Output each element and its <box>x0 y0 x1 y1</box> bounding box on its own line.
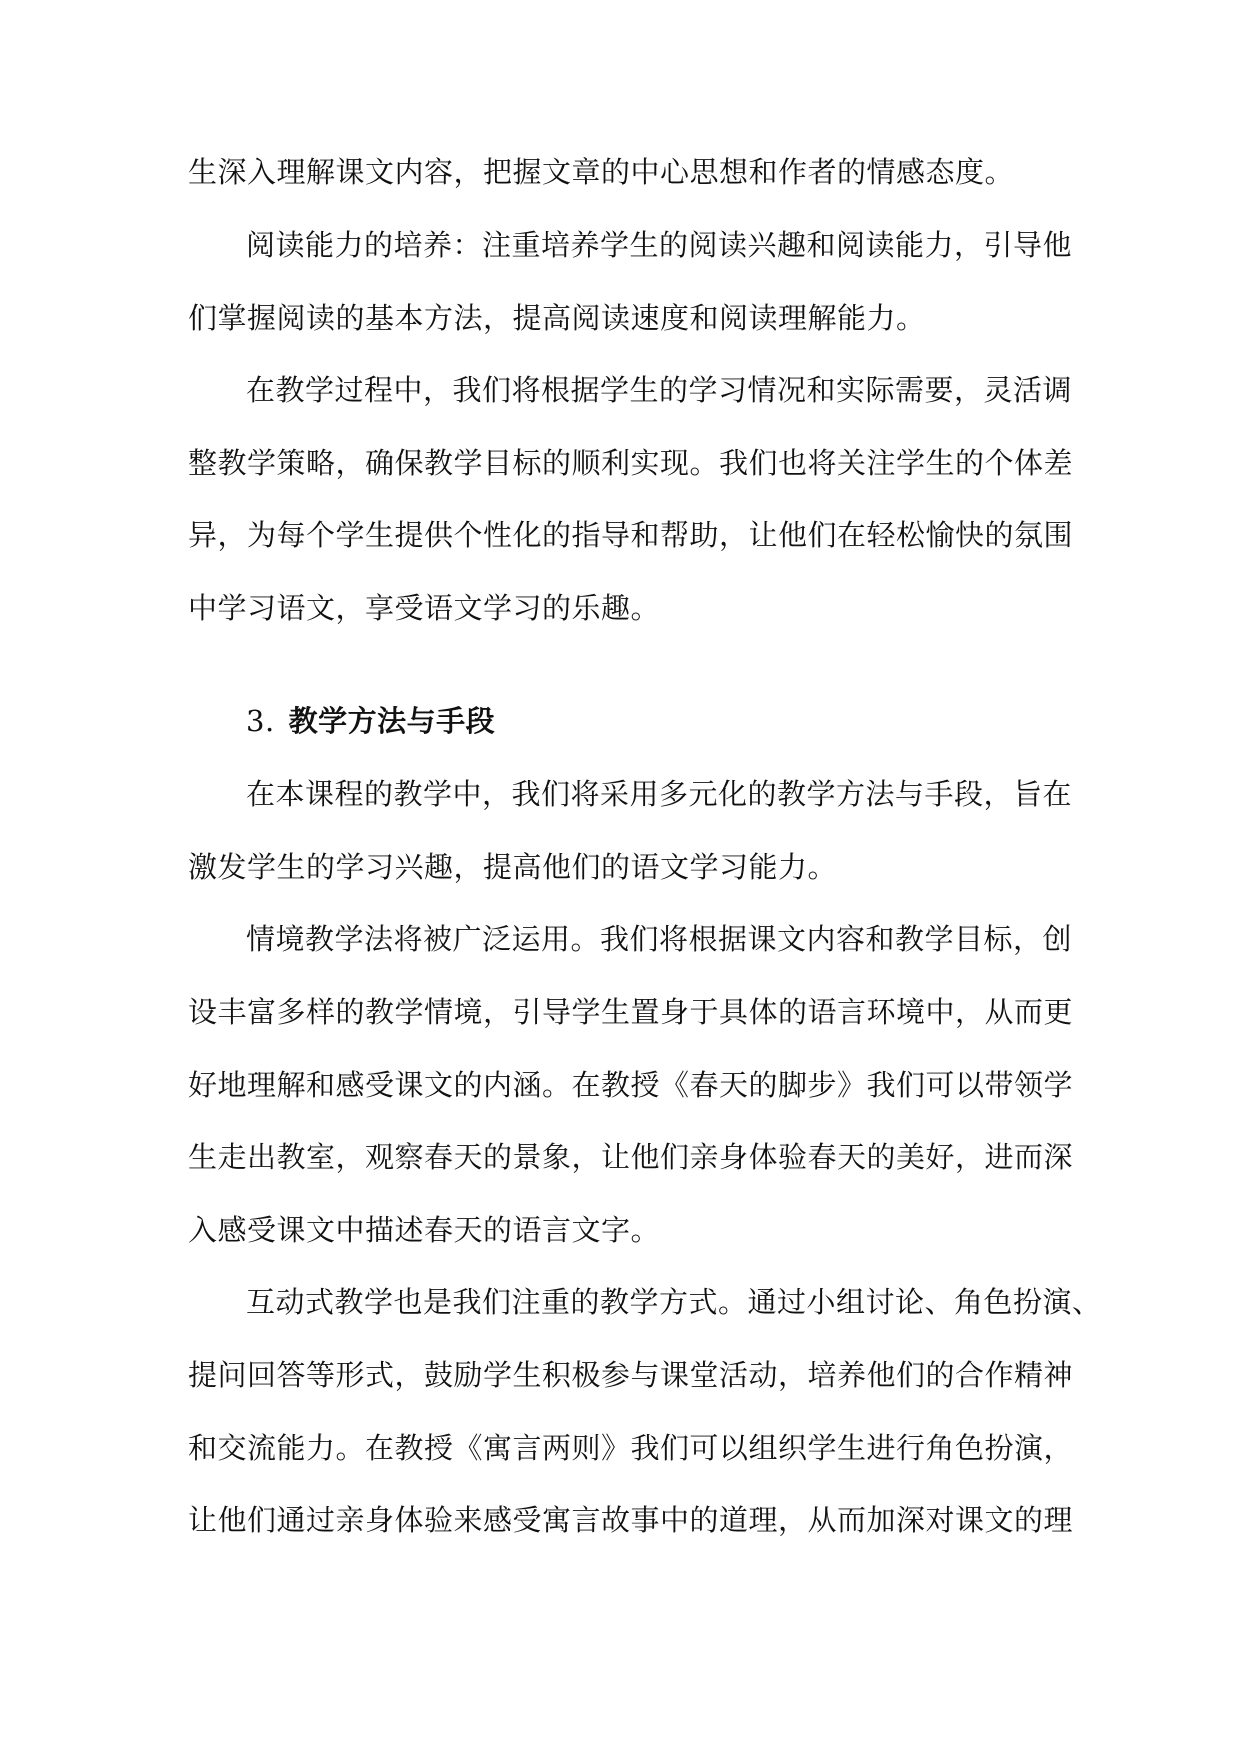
paragraph-line: 生深入理解课文内容，把握文章的中心思想和作者的情感态度。 <box>188 155 1015 189</box>
paragraph-line: 在教学过程中，我们将根据学生的学习情况和实际需要，灵活调 <box>246 373 1073 407</box>
paragraph-line: 入感受课文中描述春天的语言文字。 <box>188 1213 661 1247</box>
paragraph-line: 激发学生的学习兴趣，提高他们的语文学习能力。 <box>188 850 838 884</box>
paragraph-line: 们掌握阅读的基本方法，提高阅读速度和阅读理解能力。 <box>188 301 926 335</box>
paragraph-line: 互动式教学也是我们注重的教学方式。通过小组讨论、角色扮演、 <box>246 1285 1102 1319</box>
paragraph-line: 阅读能力的培养：注重培养学生的阅读兴趣和阅读能力，引导他 <box>246 228 1073 262</box>
paragraph-line: 整教学策略，确保教学目标的顺利实现。我们也将关注学生的个体差 <box>188 446 1074 480</box>
paragraph-line: 让他们通过亲身体验来感受寓言故事中的道理，从而加深对课文的理 <box>188 1503 1074 1537</box>
section-heading <box>246 701 1068 741</box>
paragraph-line: 中学习语文，享受语文学习的乐趣。 <box>188 591 661 625</box>
paragraph-line: 情境教学法将被广泛运用。我们将根据课文内容和教学目标，创 <box>246 922 1073 956</box>
paragraph-line: 异，为每个学生提供个性化的指导和帮助，让他们在轻松愉快的氛围 <box>188 518 1074 552</box>
section-title: 教学方法与手段 <box>288 704 496 738</box>
paragraph-line: 提问回答等形式，鼓励学生积极参与课堂活动，培养他们的合作精神 <box>188 1358 1074 1392</box>
paragraph-line: 在本课程的教学中，我们将采用多元化的教学方法与手段，旨在 <box>246 777 1073 811</box>
paragraph-line: 设丰富多样的教学情境，引导学生置身于具体的语言环境中，从而更 <box>188 995 1074 1029</box>
paragraph-line: 好地理解和感受课文的内涵。在教授《春天的脚步》我们可以带领学 <box>188 1068 1074 1102</box>
paragraph-line: 生走出教室，观察春天的景象，让他们亲身体验春天的美好，进而深 <box>188 1140 1074 1174</box>
paragraph-line: 和交流能力。在教授《寓言两则》我们可以组织学生进行角色扮演， <box>188 1431 1074 1465</box>
section-number: 3. <box>246 704 275 738</box>
